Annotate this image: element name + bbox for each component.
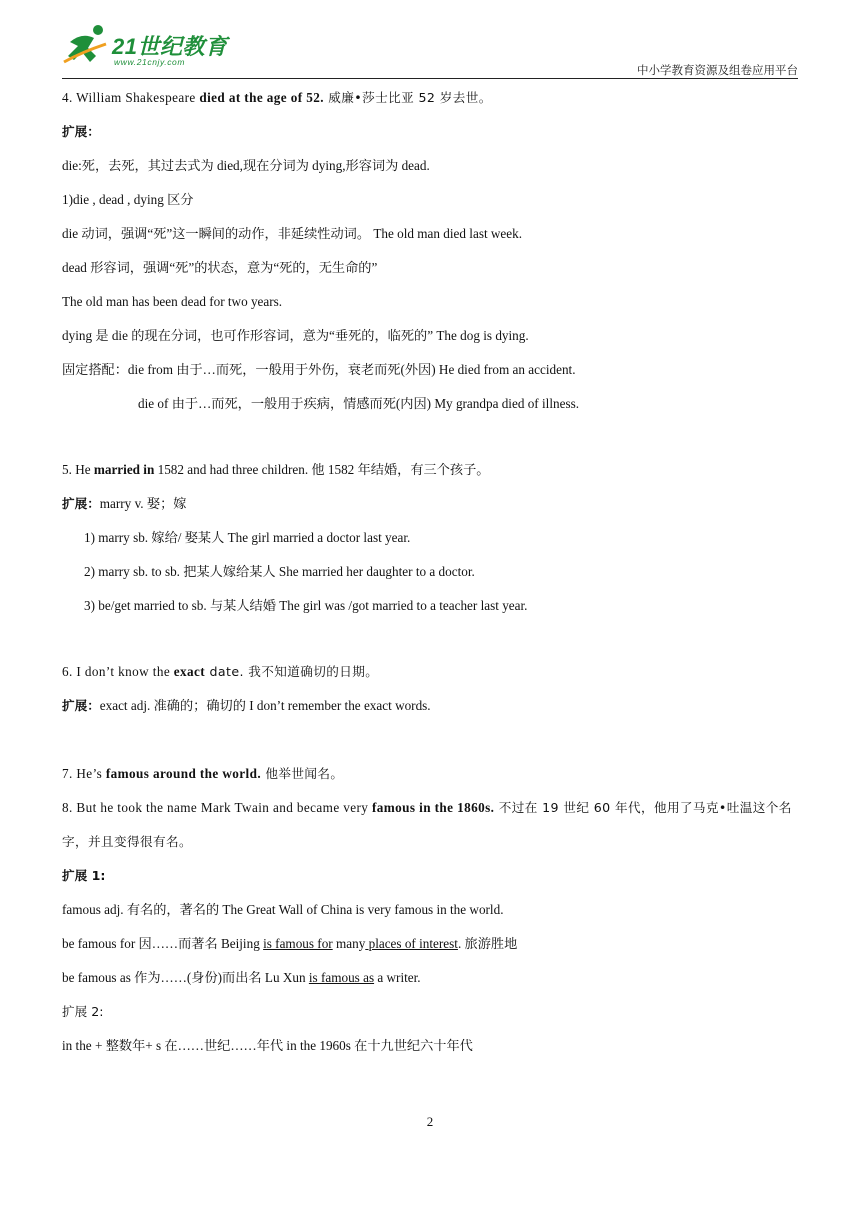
die-dead-dying-heading: 1)die , dead , dying 区分	[62, 192, 194, 207]
dead-adj-line: dead 形容词，强调“死”的状态，意为“死的，无生命的”	[62, 260, 378, 275]
item-7: 7. He’s famous around the world. 他举世闻名。	[62, 766, 344, 781]
marry-usage-3: 3) be/get married to sb. 与某人结婚 The girl was /got married to a teacher last year.	[84, 598, 528, 613]
dead-example: The old man has been dead for two years.	[62, 294, 283, 309]
logo	[62, 22, 262, 72]
header-divider	[62, 78, 798, 79]
dying-line: dying 是 die 的现在分词，也可作形容词，意为“垂死的，临死的” The dog is dying.	[62, 328, 529, 343]
extension-heading: 扩展：	[62, 124, 100, 139]
exact-extension: 扩展：exact adj. 准确的；确切的 I don’t remember the exact words.	[62, 698, 431, 713]
extension-1-heading: 扩展 1:	[62, 868, 106, 883]
marry-usage-1: 1) marry sb. 嫁给/ 娶某人 The girl married a doctor last year.	[84, 530, 411, 545]
die-verb-line: die 动词，强调“死”这一瞬间的动作，非延续性动词。 The old man died last week.	[62, 226, 523, 241]
fixed-phrase-die-from: 固定搭配：die from 由于…而死，一般用于外伤，衰老而死(外因) He died from an accident.	[62, 362, 576, 377]
die-definition: die:死，去死，其过去式为 died,现在分词为 dying,形容词为 dead.	[62, 158, 430, 173]
item-5: 5. He married in 1582 and had three children. 他 1582 年结婚，有三个孩子。	[62, 462, 490, 477]
item-4: 4. William Shakespeare died at the age of 52. 威廉•莎士比亚 52 岁去世。	[62, 90, 492, 105]
item-6: 6. I don’t know the exact date. 我不知道确切的日期。	[62, 664, 379, 679]
marry-extension: 扩展：marry v. 娶；嫁	[62, 496, 187, 511]
page-number: 2	[426, 1114, 434, 1129]
extension-2-heading: 扩展 2:	[62, 1004, 104, 1019]
logo-url: www.21cnjy.com	[114, 57, 186, 67]
in-the-years: in the + 整数年+ s 在……世纪……年代 in the 1960s 在十九世纪六十年代	[62, 1038, 473, 1053]
be-famous-as: be famous as 作为……(身份)而出名 Lu Xun is famous as a writer.	[62, 970, 421, 985]
famous-definition: famous adj. 有名的，著名的 The Great Wall of China is very famous in the world.	[62, 902, 504, 917]
fixed-phrase-die-of: die of 由于…而死，一般用于疾病，情感而死(内因) My grandpa died of illness.	[138, 396, 580, 411]
platform-title: 中小学教育资源及组卷应用平台	[637, 63, 798, 77]
page-header	[62, 20, 798, 80]
logo-text: 21世纪教育	[112, 34, 228, 59]
be-famous-for: be famous for 因……而著名 Beijing is famous for many places of interest. 旅游胜地	[62, 936, 518, 951]
item-8: 8. But he took the name Mark Twain and became very famous in the 1860s. 不过在 19 世纪 60 年代，他用了马克•吐温这个名字，并且变得很有名。	[62, 800, 792, 849]
runner-logo-icon	[62, 22, 112, 68]
marry-usage-2: 2) marry sb. to sb. 把某人嫁给某人 She married her daughter to a doctor.	[84, 564, 475, 579]
